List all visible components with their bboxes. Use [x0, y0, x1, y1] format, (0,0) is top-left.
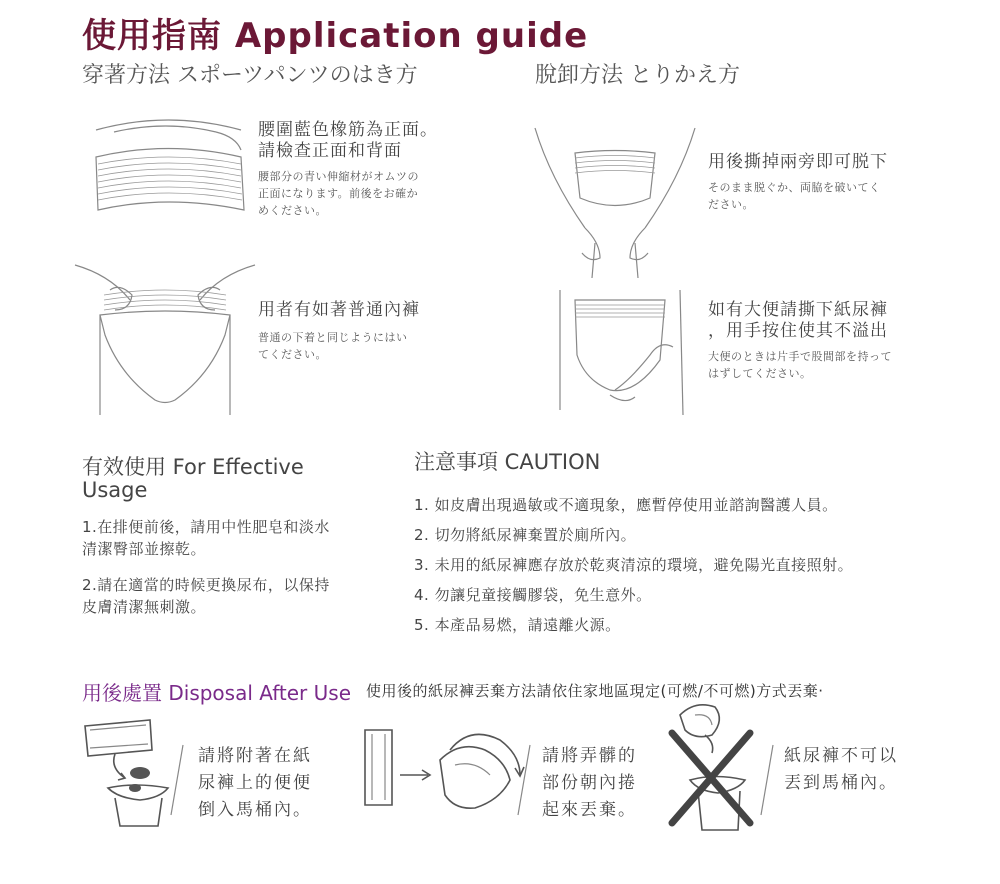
effective-item-1-line-2: 清潔臀部並擦乾。 [82, 540, 207, 558]
wear-step1-jp-1: 腰部分の青い伸縮材がオムツの [258, 170, 419, 183]
remove-step2-jp-1: 大便のときは片手で股間部を持って [708, 350, 892, 363]
disposal-step1-line-2: 尿褲上的便便 [198, 773, 312, 793]
disposal-divider-3 [758, 740, 778, 820]
disposal-step2-line-1: 請將弄髒的 [542, 746, 637, 766]
wear-step2-zh-1: 用者有如著普通內褲 [258, 300, 420, 320]
disposal-step3-text [784, 743, 898, 797]
effective-item-2-line-2: 皮膚清潔無刺激。 [82, 598, 207, 616]
wear-step1-zh-2: 請檢查正面和背面 [258, 141, 402, 161]
disposal-step3-line-2: 丟到馬桶內。 [784, 773, 898, 793]
caution-item: 1. 如皮膚出現過敏或不適現象，應暫停使用並諮詢醫護人員。 [414, 496, 838, 514]
wear-step2-jp-1: 普通の下着と同じようにはい [258, 331, 408, 344]
wear-step1-zh-1: 腰圍藍色橡筋為正面。 [258, 120, 438, 140]
remove-step2-zh-1: 如有大便請撕下紙尿褲 [708, 300, 888, 320]
caution-heading: 注意事項 CAUTION [414, 450, 601, 474]
effective-item-2-line-1: 2.請在適當的時候更換尿布，以保持 [82, 576, 330, 594]
wear-step2-jp-2: てください。 [258, 348, 327, 361]
wear-heading: 穿著方法 スポーツパンツのはき方 [82, 63, 418, 88]
remove-step1-zh-1: 用後撕掉兩旁即可脱下 [708, 152, 888, 172]
remove-step2-illustration [555, 285, 690, 420]
remove-step1-jp-1: そのまま脱ぐか、両脇を破いてく [708, 181, 881, 194]
effective-usage-section [82, 456, 382, 618]
disposal-title: 用後處置 Disposal After Use [82, 681, 352, 705]
remove-step2-text [708, 300, 948, 382]
disposal-step2-text [542, 743, 637, 824]
wear-step1-illustration [86, 112, 251, 222]
disposal-step2-illustration [360, 720, 530, 820]
remove-step1-text [708, 152, 938, 213]
wear-step2-illustration [70, 255, 260, 415]
disposal-step1-text [198, 743, 312, 824]
disposal-step1-line-3: 倒入馬桶內。 [198, 800, 312, 820]
caution-section [414, 451, 974, 640]
caution-item: 3. 未用的紙尿褲應存放於乾爽清涼的環境，避免陽光直接照射。 [414, 556, 854, 574]
caution-item: 5. 本產品易燃，請遠離火源。 [414, 616, 621, 634]
disposal-step3-line-1: 紙尿褲不可以 [784, 746, 898, 766]
wear-step2-text [258, 300, 478, 363]
wear-step1-jp-3: めください。 [258, 204, 327, 217]
disposal-step2-line-2: 部份朝內捲 [542, 773, 637, 793]
effective-item-1-line-1: 1.在排便前後，請用中性肥皂和淡水 [82, 518, 330, 536]
disposal-divider-2 [515, 740, 535, 820]
remove-heading: 脫卸方法 とりかえ方 [535, 63, 740, 88]
page-title: 使用指南 Application guide [82, 16, 589, 56]
disposal-step2-line-3: 起來丟棄。 [542, 800, 637, 820]
wear-step1-jp-2: 正面になります。前後をお確か [258, 187, 419, 200]
remove-step1-illustration [530, 118, 700, 278]
remove-step1-jp-2: ださい。 [708, 198, 754, 211]
effective-heading-1: 有效使用 For Effective [82, 455, 304, 479]
disposal-note: 使用後的紙尿褲丟棄方法請依住家地區現定(可燃/不可燃)方式丟棄· [366, 682, 824, 700]
caution-list [414, 490, 974, 640]
caution-item: 2. 切勿將紙尿褲棄置於廁所內。 [414, 526, 637, 544]
disposal-divider-1 [168, 740, 188, 820]
effective-heading-2: Usage [82, 478, 148, 502]
disposal-step3-illustration [650, 695, 770, 835]
wear-step1-text [258, 120, 478, 219]
remove-step2-jp-2: はずしてください。 [708, 367, 812, 380]
remove-step2-zh-2: ，用手按住使其不溢出 [708, 321, 888, 341]
caution-item: 4. 勿讓兒童接觸膠袋，免生意外。 [414, 586, 652, 604]
disposal-step1-line-1: 請將附著在紙 [198, 746, 312, 766]
